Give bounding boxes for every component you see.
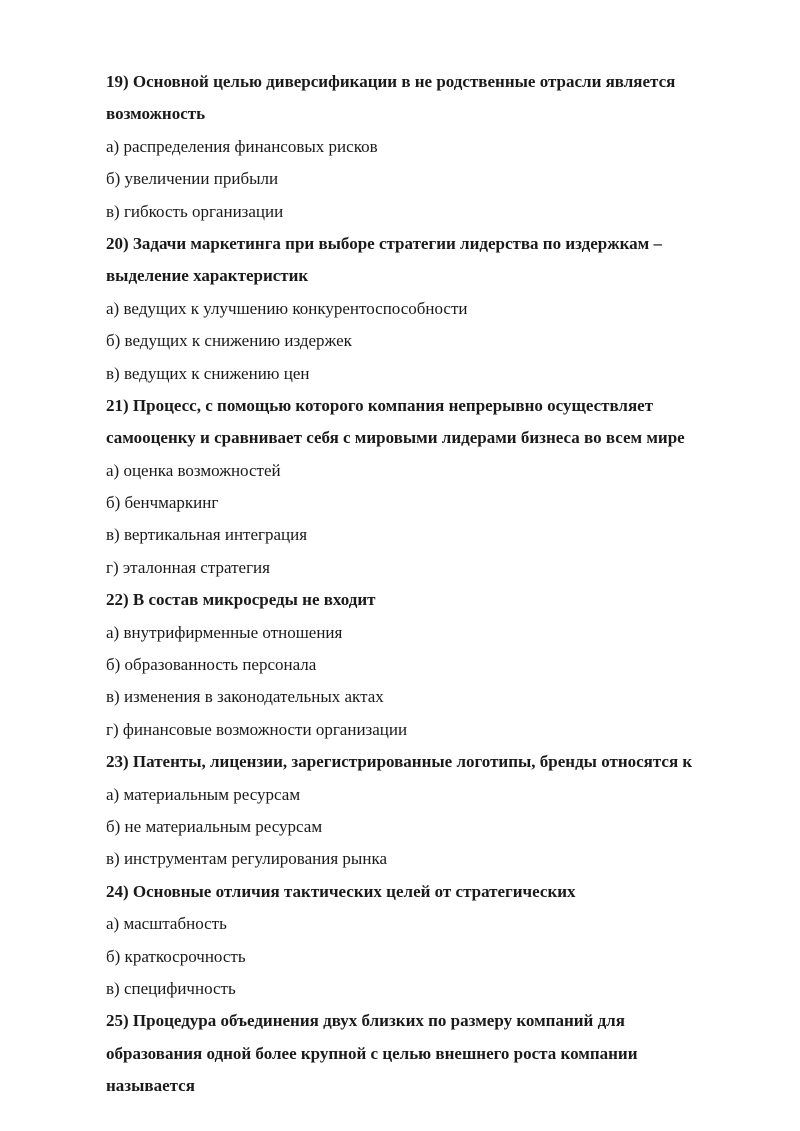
question-text: самооценку и сравнивает себя с мировыми лидерами бизнеса во всем мире: [106, 428, 685, 448]
answer-option: г) финансовые возможности организации: [106, 719, 408, 739]
answer-option: а) внутрифирменные отношения: [106, 622, 343, 642]
question-text: 25) Процедура объединения двух близких по размеру компаний для: [106, 1011, 625, 1031]
answer-option: г) эталонная стратегия: [106, 557, 270, 577]
test-document: [106, 66, 766, 1103]
question-22: [106, 584, 766, 746]
question-23: [106, 746, 766, 876]
answer-option: а) распределения финансовых рисков: [106, 136, 378, 156]
question-text: выделение характеристик: [106, 266, 309, 286]
answer-option: в) инструментам регулирования рынка: [106, 849, 387, 869]
question-21: [106, 390, 766, 584]
question-text: 21) Процесс, с помощью которого компания непрерывно осуществляет: [106, 395, 654, 415]
question-24: [106, 876, 766, 1006]
question-text: 23) Патенты, лицензии, зарегистрированные логотипы, бренды относятся к: [106, 752, 693, 772]
answer-option: б) краткосрочность: [106, 946, 246, 966]
question-25: [106, 1005, 766, 1102]
question-text: возможность: [106, 104, 206, 124]
answer-option: в) изменения в законодательных актах: [106, 687, 384, 707]
answer-option: б) бенчмаркинг: [106, 493, 219, 513]
question-text: образования одной более крупной с целью внешнего роста компании: [106, 1043, 638, 1063]
answer-option: б) образованность персонала: [106, 655, 317, 675]
answer-option: а) оценка возможностей: [106, 460, 281, 480]
question-text: называется: [106, 1076, 195, 1096]
answer-option: в) гибкость организации: [106, 201, 284, 221]
answer-option: б) увеличении прибыли: [106, 169, 279, 189]
question-text: 22) В состав микросреды не входит: [106, 590, 376, 610]
answer-option: а) ведущих к улучшению конкурентоспособности: [106, 298, 468, 318]
question-20: [106, 228, 766, 390]
answer-option: а) материальным ресурсам: [106, 784, 301, 804]
answer-option: б) не материальным ресурсам: [106, 816, 323, 836]
answer-option: в) вертикальная интеграция: [106, 525, 308, 545]
answer-option: б) ведущих к снижению издержек: [106, 331, 352, 351]
question-text: 19) Основной целью диверсификации в не родственные отрасли является: [106, 72, 676, 91]
answer-option: в) ведущих к снижению цен: [106, 363, 310, 383]
question-text: 20) Задачи маркетинга при выборе стратегии лидерства по издержкам –: [106, 233, 662, 253]
question-text: 24) Основные отличия тактических целей от стратегических: [106, 881, 576, 901]
question-19: [106, 66, 766, 228]
answer-option: в) специфичность: [106, 978, 236, 998]
answer-option: а) масштабность: [106, 914, 227, 934]
